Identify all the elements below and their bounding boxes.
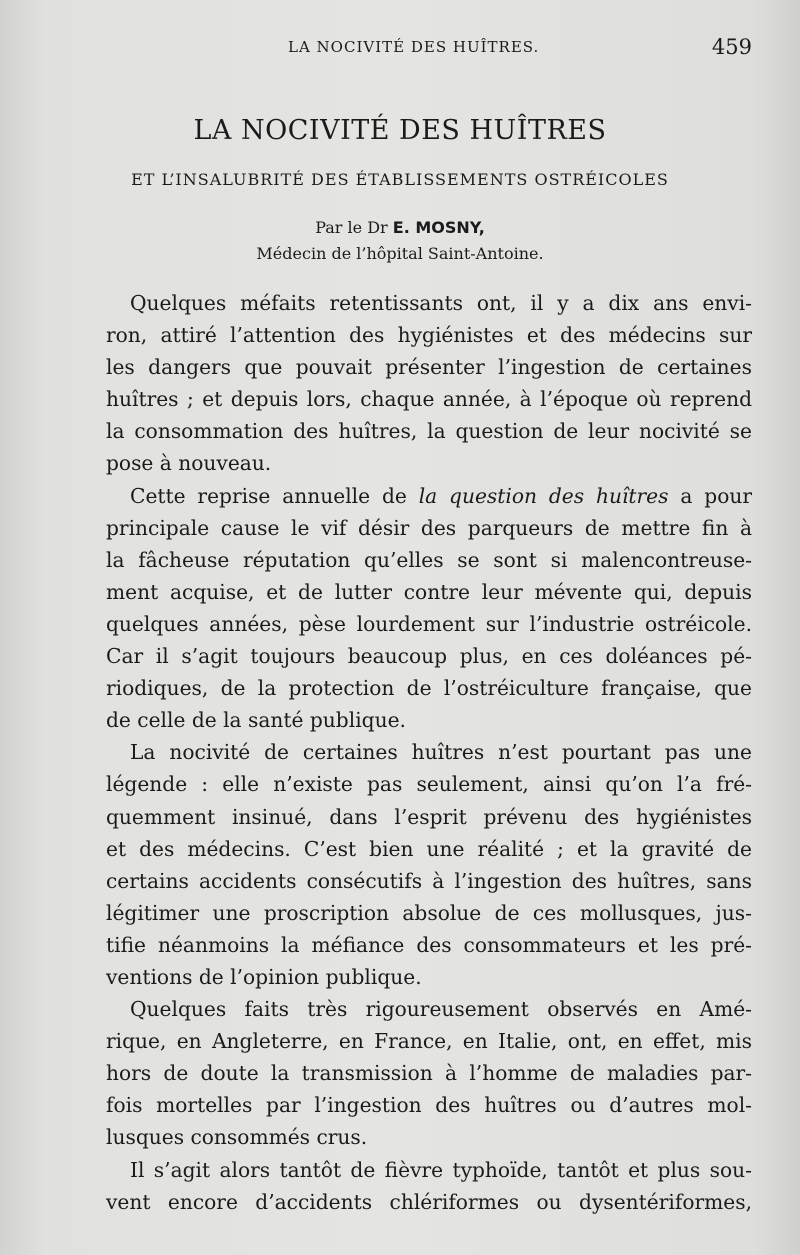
article-subtitle: ET L’INSALUBRITÉ DES ÉTABLISSEMENTS OSTRÉICOLES xyxy=(131,170,669,189)
paragraph xyxy=(106,287,752,480)
text-line: ron, attiré l’attention des hygiénistes et des médecins sur xyxy=(106,323,752,348)
paragraph xyxy=(106,1154,752,1218)
text-line: lusques consommés crus. xyxy=(106,1125,368,1150)
text-line: Car il s’agit toujours beaucoup plus, en ces doléances pé- xyxy=(106,644,752,669)
page-number: 459 xyxy=(711,35,752,59)
article-body xyxy=(106,287,752,1218)
text-line: la fâcheuse réputation qu’elles se sont si malencontreuse- xyxy=(106,547,752,572)
text-line: huîtres ; et depuis lors, chaque année, à l’époque où reprend xyxy=(106,387,752,412)
text-line: Il s’agit alors tantôt de fièvre typhoïde, tantôt et plus sou- xyxy=(130,1157,752,1182)
text-line: riodiques, de la protection de l’ostréiculture française, que xyxy=(106,676,752,701)
text-line: rique, en Angleterre, en France, en Italie, ont, en effet, mis xyxy=(106,1029,752,1054)
text-line: la consommation des huîtres, la question de leur nocivité se xyxy=(106,419,752,444)
text-line: de celle de la santé publique. xyxy=(106,708,406,733)
text-line: Quelques méfaits retentissants ont, il y a dix ans envi- xyxy=(130,291,752,315)
paragraph xyxy=(106,993,752,1153)
text-line: ment acquise, et de lutter contre leur mévente qui, depuis xyxy=(106,579,752,604)
text-line: pose à nouveau. xyxy=(106,451,272,476)
running-title: LA NOCIVITÉ DES HUÎTRES. xyxy=(288,38,540,56)
paragraph xyxy=(106,736,752,993)
text-line: légende : elle n’existe pas seulement, ainsi qu’on l’a fré- xyxy=(106,772,752,797)
text-line: principale cause le vif désir des parqueurs de mettre fin à xyxy=(106,515,752,540)
paragraph xyxy=(106,480,752,737)
article-title: LA NOCIVITÉ DES HUÎTRES xyxy=(193,115,607,146)
text-line: les dangers que pouvait présenter l’ingestion de certaines xyxy=(106,355,752,380)
running-head xyxy=(0,35,800,68)
text-line: certains accidents consécutifs à l’ingestion des huîtres, sans xyxy=(106,868,752,893)
text-line: tifie néanmoins la méfiance des consommateurs et les pré- xyxy=(106,932,752,957)
author-affiliation: Médecin de l’hôpital Saint-Antoine. xyxy=(256,244,544,263)
text-line: ventions de l’opinion publique. xyxy=(106,964,422,989)
text-line: et des médecins. C’est bien une réalité ; et la gravité de xyxy=(106,836,752,861)
text-line: quelques années, pèse lourdement sur l’industrie ostréicole. xyxy=(106,611,752,636)
text-run: Cette reprise annuelle de xyxy=(130,483,419,508)
byline-prefix: Par le Dr xyxy=(315,218,393,237)
text-line: hors de doute la transmission à l’homme de maladies par- xyxy=(106,1061,752,1086)
italic-phrase: la question des huîtres xyxy=(418,483,669,508)
text-run: a pour xyxy=(668,483,752,508)
text-line: vent encore d’accidents chlériformes ou dysentériformes, xyxy=(106,1189,752,1214)
text-line: légitimer une proscription absolue de ces mollusques, jus- xyxy=(106,900,752,925)
text-line: quemment insinué, dans l’esprit prévenu des hygiénistes xyxy=(106,804,752,829)
text-line: fois mortelles par l’ingestion des huîtres ou d’autres mol- xyxy=(106,1093,752,1118)
byline xyxy=(0,218,800,237)
author-name: E. MOSNY, xyxy=(392,218,485,237)
text-line xyxy=(106,480,752,512)
text-line: Quelques faits très rigoureusement observés en Amé- xyxy=(130,997,752,1022)
text-line: La nocivité de certaines huîtres n’est pourtant pas une xyxy=(130,740,752,765)
